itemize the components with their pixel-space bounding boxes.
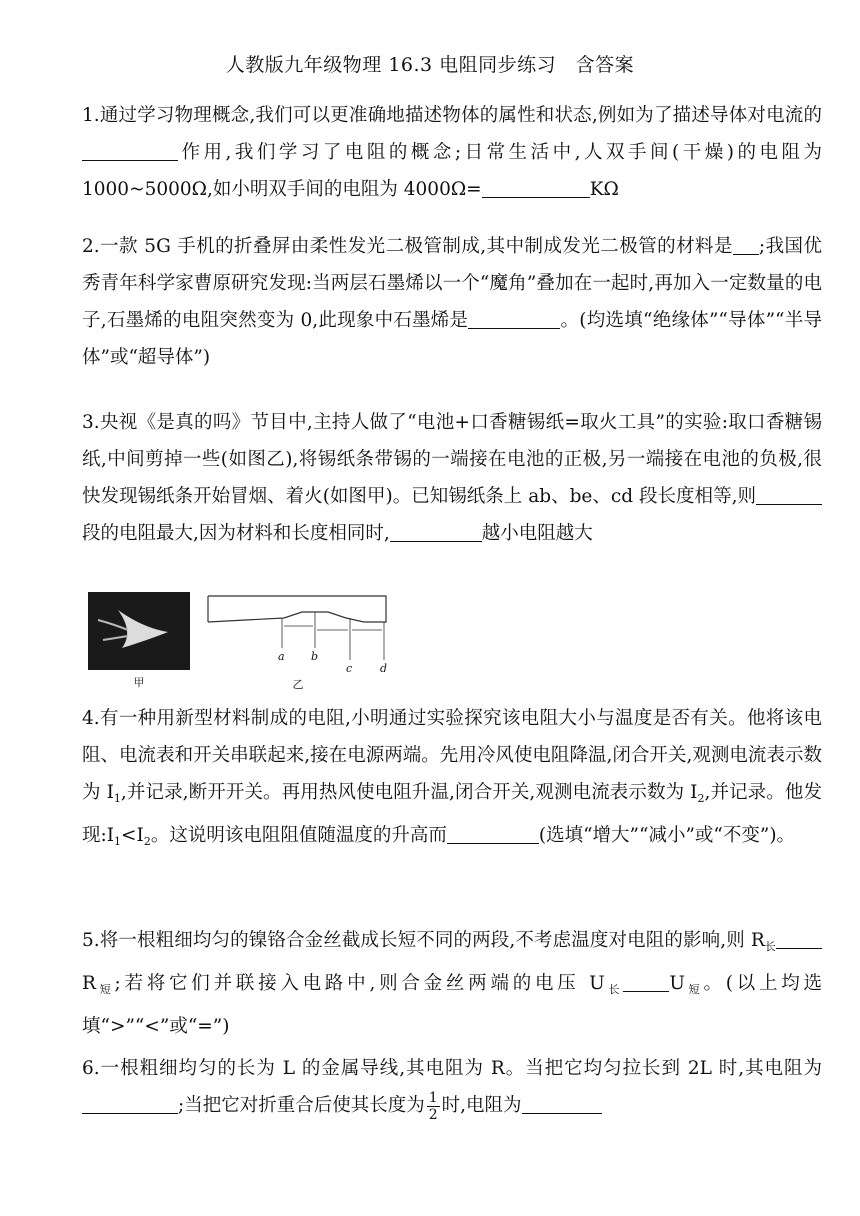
label-yi: 乙 [292, 678, 304, 690]
label-jia: 甲 [133, 676, 145, 689]
q3-blank-2[interactable] [390, 521, 482, 542]
q2-text-2: ;我国优秀青年科学家曹原研究发现:当两层石墨烯以一个“魔角”叠加在一起时,再加入一定数量的电子,石墨烯的电阻突然变为 0,此现象中石墨烯是 [82, 236, 822, 331]
q5-sub-3: 长 [604, 983, 624, 996]
q4-sub-4: 2 [143, 835, 151, 848]
q4-sub-2: 2 [697, 792, 705, 805]
label-a: a [278, 650, 285, 663]
q6-blank-1[interactable] [82, 1093, 178, 1114]
q3-text-2: 段的电阻最大,因为材料和长度相同时, [82, 523, 390, 544]
tinfoil-outline [208, 596, 386, 622]
q1-text-1: 1.通过学习物理概念,我们可以更准确地描述物体的属性和状态,例如为了描述导体对电流的 [82, 105, 822, 126]
question-2 [82, 228, 822, 376]
q3-text-3: 越小电阻越大 [481, 523, 593, 544]
figure-svg [88, 590, 408, 690]
label-d: d [380, 662, 388, 675]
q5-text-1: 5.将一根粗细均匀的镍铬合金丝截成长短不同的两段,不考虑温度对电阻的影响,则 R [82, 930, 765, 951]
q5-blank-2[interactable] [623, 971, 669, 992]
question-1 [82, 97, 822, 208]
q4-text-2: ,并记录,断开开关。再用热风使电阻升温,闭合开关,观测电流表示数为 I [120, 782, 698, 803]
q5-text-2: R [82, 973, 96, 994]
q5-sub-1: 长 [764, 940, 777, 953]
q4-text-5: 。这说明该电阻阻值随温度的升高而 [150, 825, 447, 846]
q5-sub-4: 短 [684, 983, 704, 996]
question-6 [82, 1050, 822, 1124]
q5-sub-2: 短 [95, 983, 115, 996]
q4-blank-1[interactable] [447, 823, 539, 844]
q5-text-5: 。(以上均选填“>”“<”或“=”) [82, 973, 823, 1037]
q4-text-1: 4.有一种用新型材料制成的电阻,小明通过实验探究该电阻大小与温度是否有关。他将该电阻、电流表和开关串联起来,接在电源两端。先用冷风使电阻降温,闭合开关,观测电流表示数为 I [82, 708, 822, 803]
q4-text-3: ,并记录。他发现:I [82, 782, 822, 846]
q4-sub-3: 1 [114, 835, 122, 848]
q1-blank-1[interactable] [82, 140, 178, 161]
q6-text-3: 时,电阻为 [441, 1095, 522, 1116]
q4-text-6: (选填“增大”“减小”或“不变”)。 [538, 825, 796, 846]
fraction-numerator: 1 [428, 1089, 438, 1106]
q2-text-3: 。(均选填“绝缘体”“导体”“半导体”或“超导体”) [82, 310, 822, 368]
q4-sub-1: 1 [113, 792, 121, 805]
q6-text-1: 6.一根粗细均匀的长为 L 的金属导线,其电阻为 R。当把它均匀拉长到 2L 时,其电阻为 [82, 1058, 822, 1079]
q6-blank-2[interactable] [522, 1093, 602, 1114]
q5-blank-1[interactable] [776, 928, 822, 949]
q1-blank-2[interactable] [482, 177, 590, 198]
q2-blank-1[interactable] [733, 234, 759, 255]
q1-text-3: KΩ [589, 179, 619, 200]
q5-text-4: U [669, 973, 685, 994]
fraction-denominator: 2 [428, 1106, 438, 1123]
document-title: 人教版九年级物理 16.3 电阻同步练习 含答案 [225, 54, 635, 76]
q5-text-3: ;若将它们并联接入电路中,则合金丝两端的电压 U [114, 973, 605, 994]
question-4 [82, 700, 822, 860]
q2-blank-2[interactable] [468, 308, 560, 329]
q4-text-4: <I [121, 825, 144, 846]
fraction-one-half [427, 1090, 440, 1123]
label-b: b [311, 650, 319, 663]
figure-tinfoil [88, 590, 408, 690]
q3-text-1: 3.央视《是真的吗》节目中,主持人做了“电池+口香糖锡纸=取火工具”的实验:取口香糖锡纸,中间剪掉一些(如图乙),将锡纸条带锡的一端接在电池的正极,另一端接在电池的负极,很快发现锡纸条开始冒烟、着火(如图甲)。已知锡纸条上 ab、be、cd 段长度相等,则 [82, 412, 822, 507]
q1-text-2: 作用,我们学习了电阻的概念;日常生活中,人双手间(干燥)的电阻为 1000~5000Ω,如小明双手间的电阻为 4000Ω= [82, 142, 822, 200]
question-5 [82, 922, 822, 1045]
q3-blank-1[interactable] [756, 484, 822, 505]
question-3 [82, 404, 822, 552]
q2-text-1: 2.一款 5G 手机的折叠屏由柔性发光二极管制成,其中制成发光二极管的材料是 [82, 236, 733, 257]
q6-text-2: ;当把它对折重合后使其长度为 [178, 1095, 425, 1116]
label-c: c [346, 662, 353, 675]
